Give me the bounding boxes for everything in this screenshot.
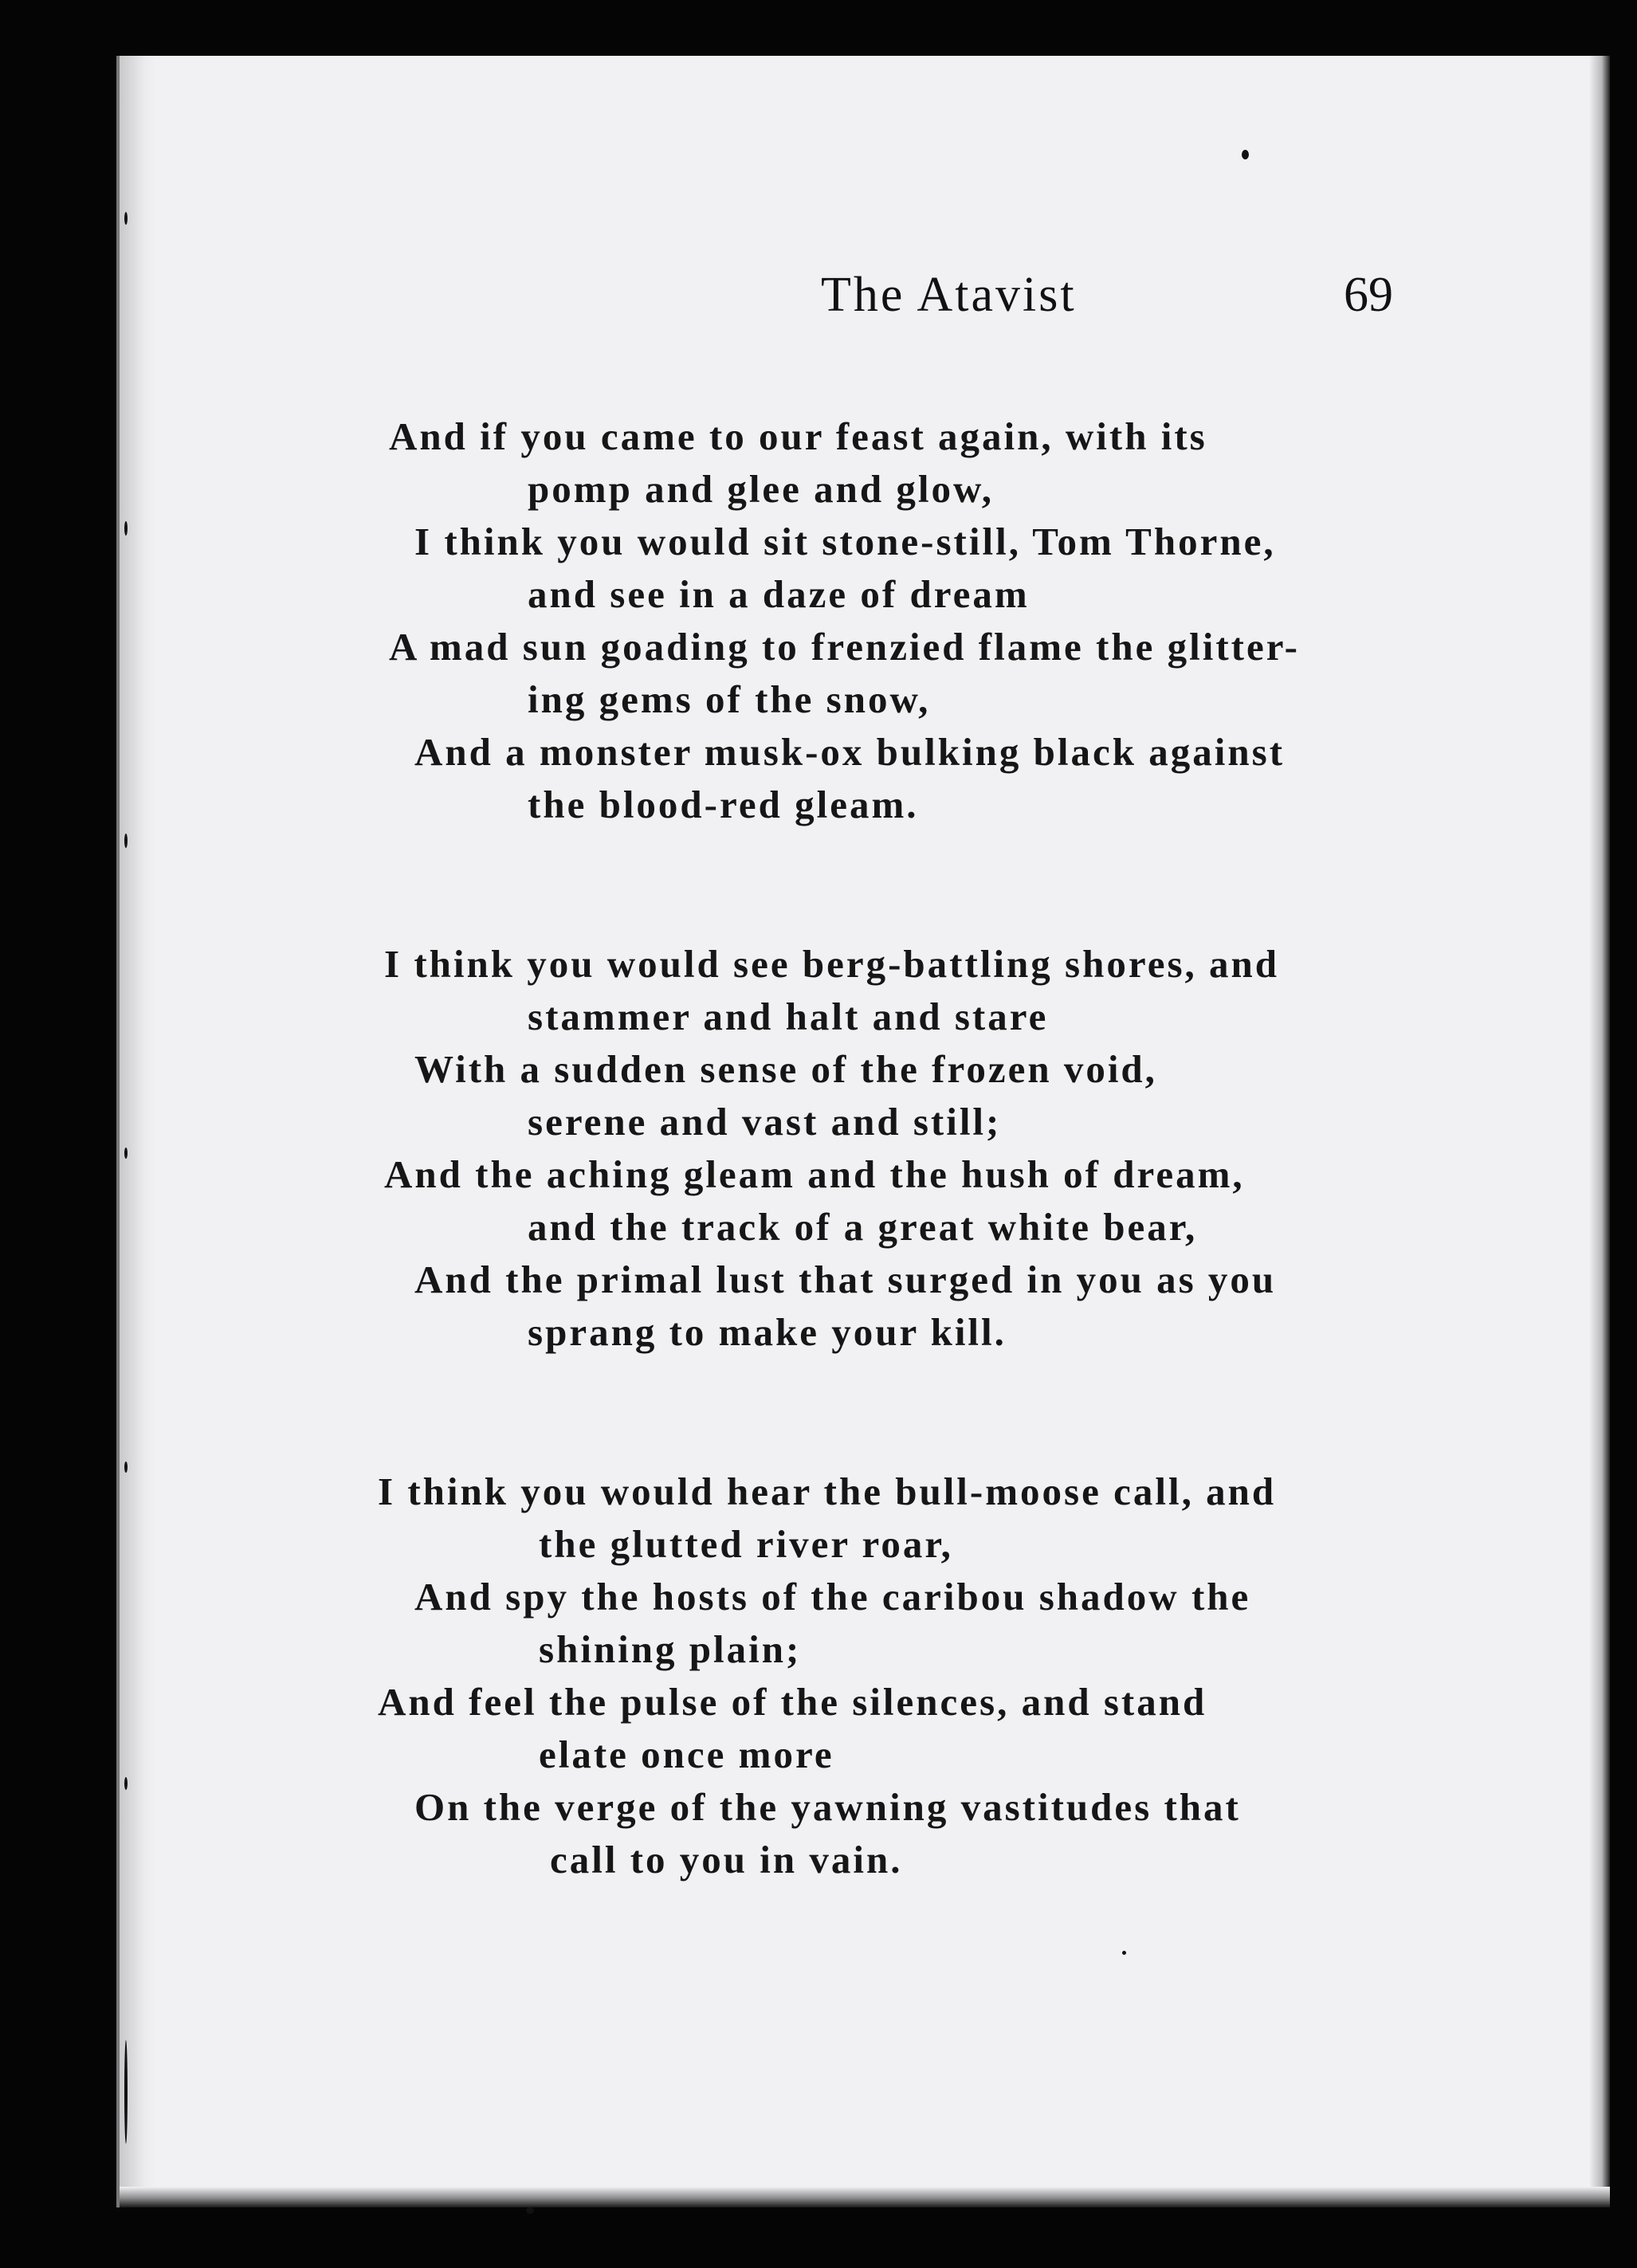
verse-line: And the primal lust that surged in you as you	[414, 1258, 1277, 1301]
verse-line: And spy the hosts of the caribou shadow the	[414, 1575, 1251, 1619]
page-header	[120, 267, 1610, 355]
ink-speck	[124, 212, 128, 225]
page-number: 69	[1344, 268, 1393, 322]
verse-line: And feel the pulse of the silences, and stand	[378, 1680, 1207, 1724]
verse-line: I think you would sit stone-still, Tom Thorne,	[414, 520, 1276, 563]
verse-line: A mad sun goading to frenzied flame the glitter-	[389, 625, 1300, 669]
verse-line: On the verge of the yawning vastitudes that	[414, 1785, 1241, 1829]
verse-line: elate once more	[539, 1732, 834, 1776]
verse-line: the glutted river roar,	[539, 1522, 953, 1566]
verse-line: stammer and halt and stare	[528, 995, 1049, 1038]
verse-line: call to you in vain.	[550, 1838, 903, 1881]
poem-body	[120, 410, 1610, 1993]
verse-line: And the aching gleam and the hush of dream,	[384, 1152, 1245, 1196]
stanza-2	[120, 938, 1610, 1359]
verse-line: I think you would hear the bull-moose call, and	[378, 1469, 1277, 1513]
verse-line: And if you came to our feast again, with its	[389, 414, 1207, 458]
ink-speck	[526, 2207, 534, 2214]
running-title: The Atavist	[821, 268, 1077, 322]
ink-speck	[124, 2040, 128, 2144]
verse-line: and see in a daze of dream	[528, 572, 1030, 616]
verse-line: shining plain;	[539, 1627, 802, 1671]
verse-line: And a monster musk-ox bulking black against	[414, 730, 1286, 774]
stanza-1	[120, 410, 1610, 831]
stanza-3	[120, 1466, 1610, 1886]
ink-speck	[1242, 150, 1249, 159]
verse-line: ing gems of the snow,	[528, 677, 931, 721]
verse-line: With a sudden sense of the frozen void,	[414, 1047, 1157, 1091]
verse-line: the blood-red gleam.	[528, 783, 919, 826]
verse-line: serene and vast and still;	[528, 1100, 1002, 1144]
verse-line: I think you would see berg-battling shores, and	[384, 942, 1280, 986]
verse-line: and the track of a great white bear,	[528, 1205, 1198, 1249]
page-edge-bottom	[120, 2187, 1610, 2207]
verse-line: pomp and glee and glow,	[528, 467, 994, 511]
book-page	[116, 56, 1610, 2207]
verse-line: sprang to make your kill.	[528, 1310, 1007, 1354]
